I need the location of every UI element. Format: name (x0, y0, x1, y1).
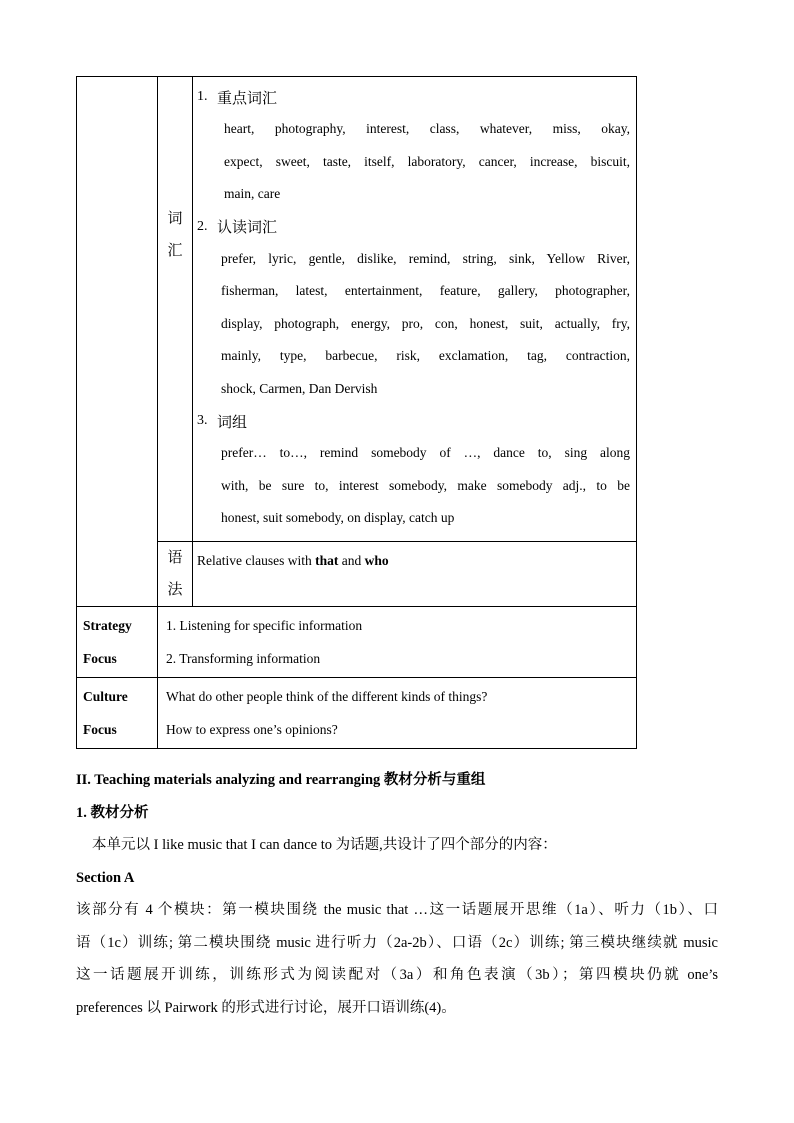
key-words-heading: 1. 重点词汇 (197, 89, 278, 107)
curriculum-table (76, 76, 637, 749)
culture-item: What do other people think of the different kinds of things? (166, 688, 488, 704)
section-ii-body (76, 764, 718, 1024)
culture-content-cell (158, 677, 637, 748)
grammar-subject-cell (158, 541, 193, 606)
grammar-text: Relative clauses with that and who (197, 552, 389, 568)
intro-paragraph: 本单元以 I like music that I can dance to 为话题,共设计了四个部分的内容： (92, 837, 557, 853)
section-a-paragraph: 该部分有 4 个模块：第一模块围绕 the music that …这一话题展开思维（1a）、听力（1b）、口 语（1c）训练; 第二模块围绕 music 进行听力（2a-2b）、口语（2c）训练; 第三模块继续就 music 这一话题展开训练，训练形式为阅读配对（3a）和角色表演（3b）；第四模块仍就 one’s preferences 以 Pairwork 的形式进行讨论，展开口语训练(4)。 (76, 902, 718, 1016)
vocab-label-1: 词 (167, 211, 183, 227)
grammar-content-cell (193, 541, 637, 606)
phrases-list: prefer… to…, remind somebody of …, dance to, sing along with, be sure to, interest somebody, make somebody adj., to be honest, suit somebody, on display, catch up (221, 445, 630, 525)
grammar-label-1: 语 (167, 549, 183, 566)
section-a-heading: Section A (76, 869, 135, 886)
reading-words-heading: 2. 认读词汇 (197, 218, 278, 236)
reading-words-list: prefer, lyric, gentle, dislike, remind, string, sink, Yellow River, fisherman, latest, entertainment, feature, gallery, photographer, display, photograph, energy, pro, con, honest, suit, actually, fry, mainly, type, barbecue, risk, exclamation, tag, contraction, shock, Carmen, Dan Dervish (221, 250, 630, 396)
section-ii-title: II. Teaching materials analyzing and rearranging 教材分析与重组 (76, 772, 486, 788)
strategy-item: 1. Listening for specific information (166, 617, 363, 633)
culture-label-cell: Culture Focus (77, 677, 158, 748)
subsection-title: 1. 教材分析 (76, 804, 149, 821)
culture-item: How to express one’s opinions? (166, 721, 338, 737)
grammar-label-2: 法 (167, 581, 183, 598)
vocab-label-2: 汇 (167, 243, 183, 259)
strategy-content-cell (158, 606, 637, 677)
phrases-heading: 3. 词组 (197, 413, 248, 431)
strategy-label-cell: Strategy Focus (77, 606, 158, 677)
vocab-content-cell (193, 77, 637, 542)
strategy-item: 2. Transforming information (166, 650, 321, 666)
blank-category-cell (77, 77, 158, 607)
key-words-list: heart, photography, interest, class, whatever, miss, okay, expect, sweet, taste, itself, laboratory, cancer, increase, biscuit, main, care (224, 121, 630, 201)
vocab-subject-cell (158, 77, 193, 542)
